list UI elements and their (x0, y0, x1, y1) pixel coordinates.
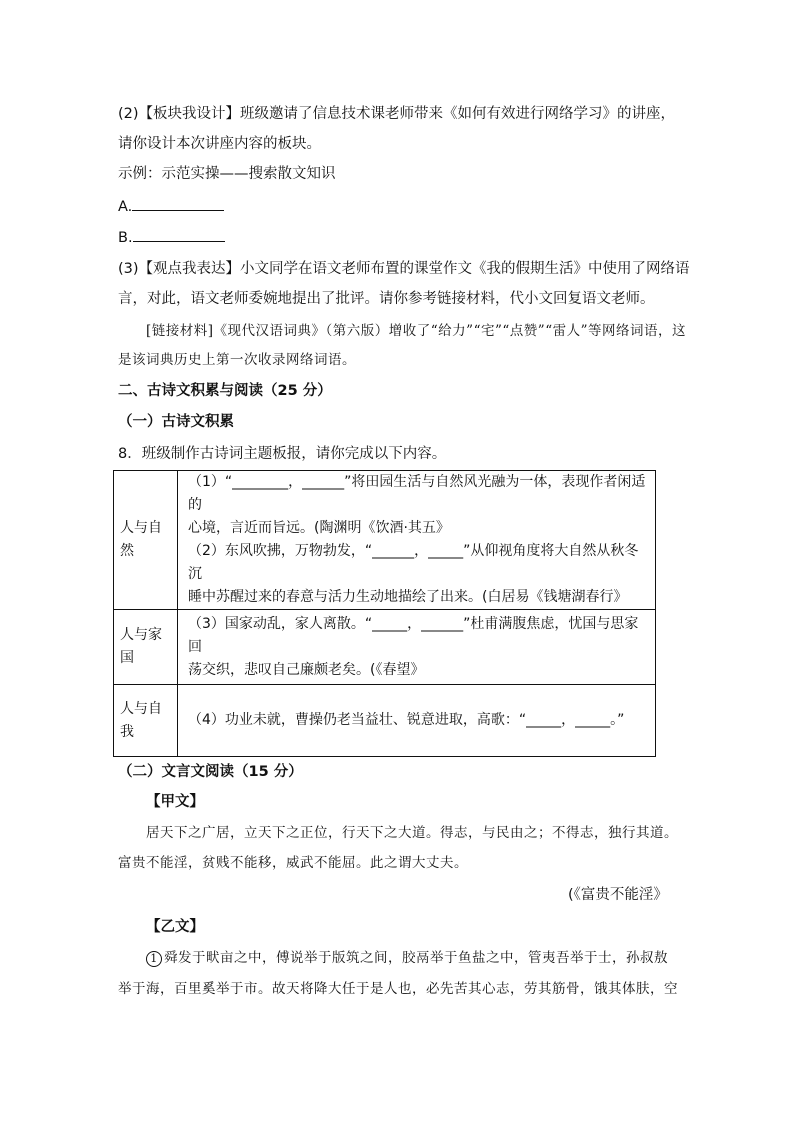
table-row (114, 685, 656, 757)
content-line: （2）东风吹拂，万物勃发，“______，_____”从仰视角度将大自然从秋冬沉 (188, 543, 639, 582)
answer-b-blank[interactable] (133, 227, 225, 242)
category-cell: 人与自然 (114, 471, 178, 610)
content-cell (178, 471, 656, 610)
subsection-2-title: （二）文言文阅读（15 分） (118, 764, 303, 780)
jia-source: (《富贵不能淫》 (568, 887, 668, 903)
link-material-line-1: [链接材料]《现代汉语词典》（第六版）增收了“给力”“宅”“点赞”“雷人”等网络词语，这 (146, 323, 686, 339)
jia-text-line-2: 富贵不能淫，贫贱不能移，威武不能屈。此之谓大丈夫。 (118, 855, 468, 871)
content-line: 心境，言近而旨远。(陶渊明《饮酒·其五》 (188, 520, 450, 536)
subsection-1-title: （一）古诗文积累 (118, 414, 234, 430)
q2-answer-a (118, 196, 224, 217)
table-row (114, 471, 656, 610)
content-cell (178, 610, 656, 685)
q2-answer-b (118, 227, 225, 248)
jia-label: 【甲文】 (146, 794, 204, 810)
content-line: （1）“________，______”将田园生活与自然风光融为一体，表现作者闲适的 (188, 474, 646, 513)
category-cell: 人与自我 (114, 685, 178, 757)
content-line: 睡中苏醒过来的春意与活力生动地描绘了出来。(白居易《钱塘湖春行》 (188, 589, 628, 605)
paragraph-number-icon: 1 (146, 951, 162, 967)
q2-line-1: (2)【板块我设计】班级邀请了信息技术课老师带来《如何有效进行网络学习》的讲座， (118, 106, 676, 122)
content-line: 荡交织，悲叹自己廉颇老矣。(《春望》 (188, 661, 425, 678)
q2-example: 示例：示范实操——搜索散文知识 (118, 166, 336, 182)
yi-text-line-1 (146, 948, 668, 968)
content-line: （4）功业未就，曹操仍老当益壮、锐意进取，高歌：“_____，_____。” (188, 712, 625, 728)
jia-text-line-1: 居天下之广居，立天下之正位，行天下之大道。得志，与民由之；不得志，独行其道。 (146, 825, 678, 841)
q8-prompt: 8．班级制作古诗词主题板报，请你完成以下内容。 (118, 446, 447, 462)
content-line: （3）国家动乱，家人离散。“_____，______”杜甫满腹焦虑，忧国与思家回 (188, 615, 639, 655)
table-row (114, 610, 656, 685)
content-cell (178, 685, 656, 757)
answer-a-label: A. (118, 199, 133, 215)
answer-b-label: B. (118, 230, 133, 246)
yi-text-line-1-body: 舜发于畎亩之中，傅说举于版筑之间，胶鬲举于鱼盐之中，管夷吾举于士，孙叔敖 (164, 950, 668, 966)
yi-label: 【乙文】 (146, 919, 204, 935)
yi-text-line-2: 举于海，百里奚举于市。故天将降大任于是人也，必先苦其心志，劳其筋骨，饿其体肤，空 (118, 981, 678, 997)
link-material-line-2: 是该词典历史上第一次收录网络词语。 (118, 352, 356, 368)
q3-line-1: (3)【观点我表达】小文同学在语文老师布置的课堂作文《我的假期生活》中使用了网络语 (118, 261, 690, 277)
q3-line-2: 言，对此，语文老师委婉地提出了批评。请你参考链接材料，代小文回复语文老师。 (118, 291, 655, 307)
q2-line-2: 请你设计本次讲座内容的板块。 (118, 136, 321, 152)
section-2-title: 二、古诗文积累与阅读（25 分） (118, 383, 332, 399)
answer-a-blank[interactable] (132, 196, 224, 211)
category-cell: 人与家国 (114, 610, 178, 685)
theme-board-table (113, 470, 656, 757)
